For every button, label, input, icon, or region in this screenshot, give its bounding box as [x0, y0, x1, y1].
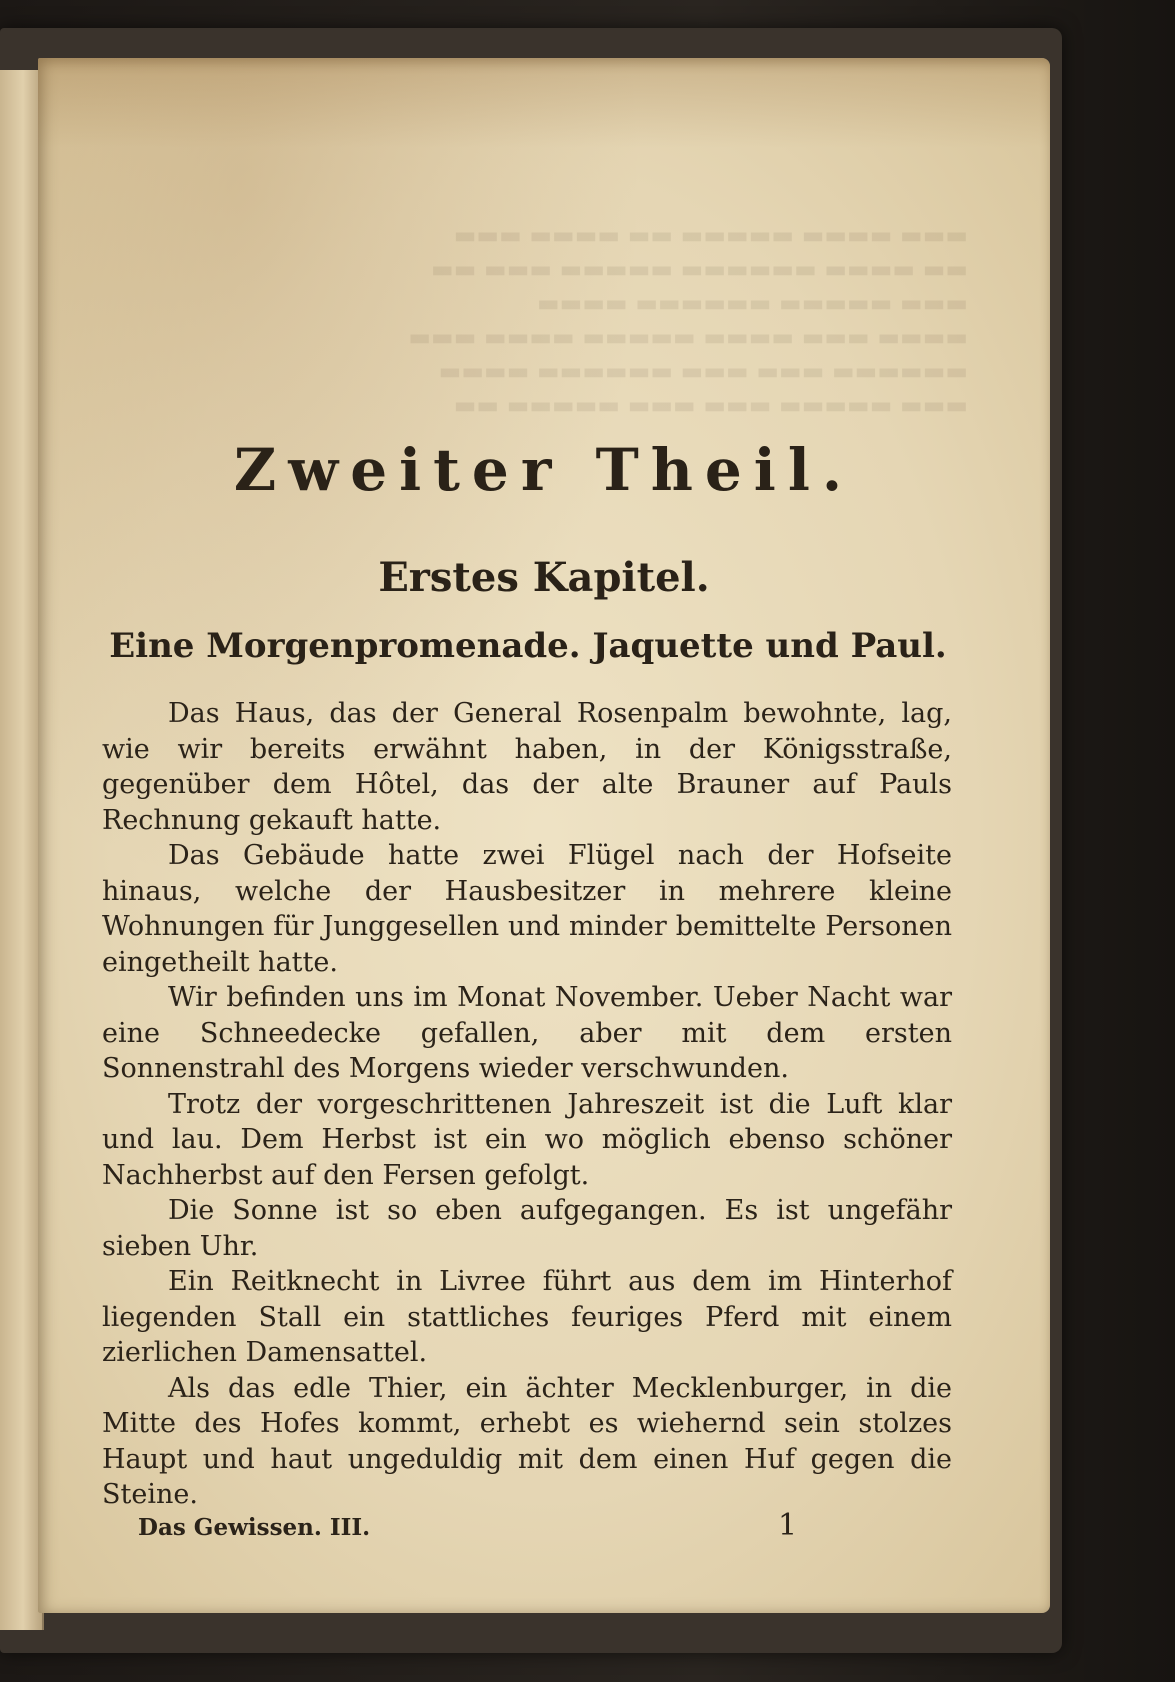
footer-signature: Das Gewissen. III.: [138, 1514, 371, 1541]
page-number: 1: [778, 1508, 798, 1543]
book-page: [38, 58, 1050, 1613]
show-through-text: ▬▬▬ ▬▬▬▬ ▬▬▬▬▬ ▬▬ ▬▬▬▬ ▬▬▬ ▬▬ ▬▬▬▬ ▬▬▬▬▬▬ ▬▬▬▬▬ ▬▬▬ ▬▬ ▬▬▬ ▬▬▬▬▬ ▬▬▬▬▬▬ ▬▬▬▬ ▬▬▬▬ ▬▬▬ ▬▬▬▬ ▬▬▬▬▬ ▬▬▬▬ ▬▬▬ ▬▬▬▬▬▬ ▬▬▬ ▬▬▬ ▬▬▬▬▬▬ ▬▬▬▬ ▬▬▬ ▬▬▬▬▬ ▬▬▬ ▬▬▬ ▬▬▬▬▬ ▬▬: [408, 221, 968, 419]
chapter-title: Erstes Kapitel.: [378, 554, 710, 601]
body-text: [102, 696, 952, 1513]
part-title: Zweiter Theil.: [233, 436, 855, 504]
page-stain: [38, 58, 1050, 148]
paragraph: Wir befinden uns im Monat November. Ueber Nacht war eine Schneedecke gefallen, aber mit dem ersten Sonnenstrahl des Morgens wieder verschwunden.: [102, 982, 952, 1084]
paragraph: Das Haus, das der General Rosenpalm bewohnte, lag, wie wir bereits erwähnt haben, in der Königsstraße, gegenüber dem Hôtel, das der alte Brauner auf Pauls Rechnung gekauft hatte.: [102, 698, 952, 836]
paragraph: Das Gebäude hatte zwei Flügel nach der Hofseite hinaus, welche der Hausbesitzer in mehrere kleine Wohnungen für Junggesellen und minder bemittelte Personen eingetheilt hatte.: [102, 840, 952, 978]
paragraph: Als das edle Thier, ein ächter Mecklenburger, in die Mitte des Hofes kommt, erhebt es wiehernd sein stolzes Haupt und haut ungeduldig mit dem einen Huf gegen die Steine.: [102, 1372, 952, 1510]
paragraph: Die Sonne ist so eben aufgegangen. Es ist ungefähr sieben Uhr.: [102, 1195, 952, 1262]
paragraph: Ein Reitknecht in Livree führt aus dem im Hinterhof liegenden Stall ein stattliches feuriges Pferd mit einem zierlichen Damensattel.: [102, 1266, 952, 1368]
chapter-subtitle: Eine Morgenpromenade. Jaquette und Paul.: [109, 626, 947, 666]
paragraph: Trotz der vorgeschrittenen Jahreszeit ist die Luft klar und lau. Dem Herbst ist ein wo möglich ebenso schöner Nachherbst auf den Fersen gefolgt.: [102, 1088, 952, 1191]
